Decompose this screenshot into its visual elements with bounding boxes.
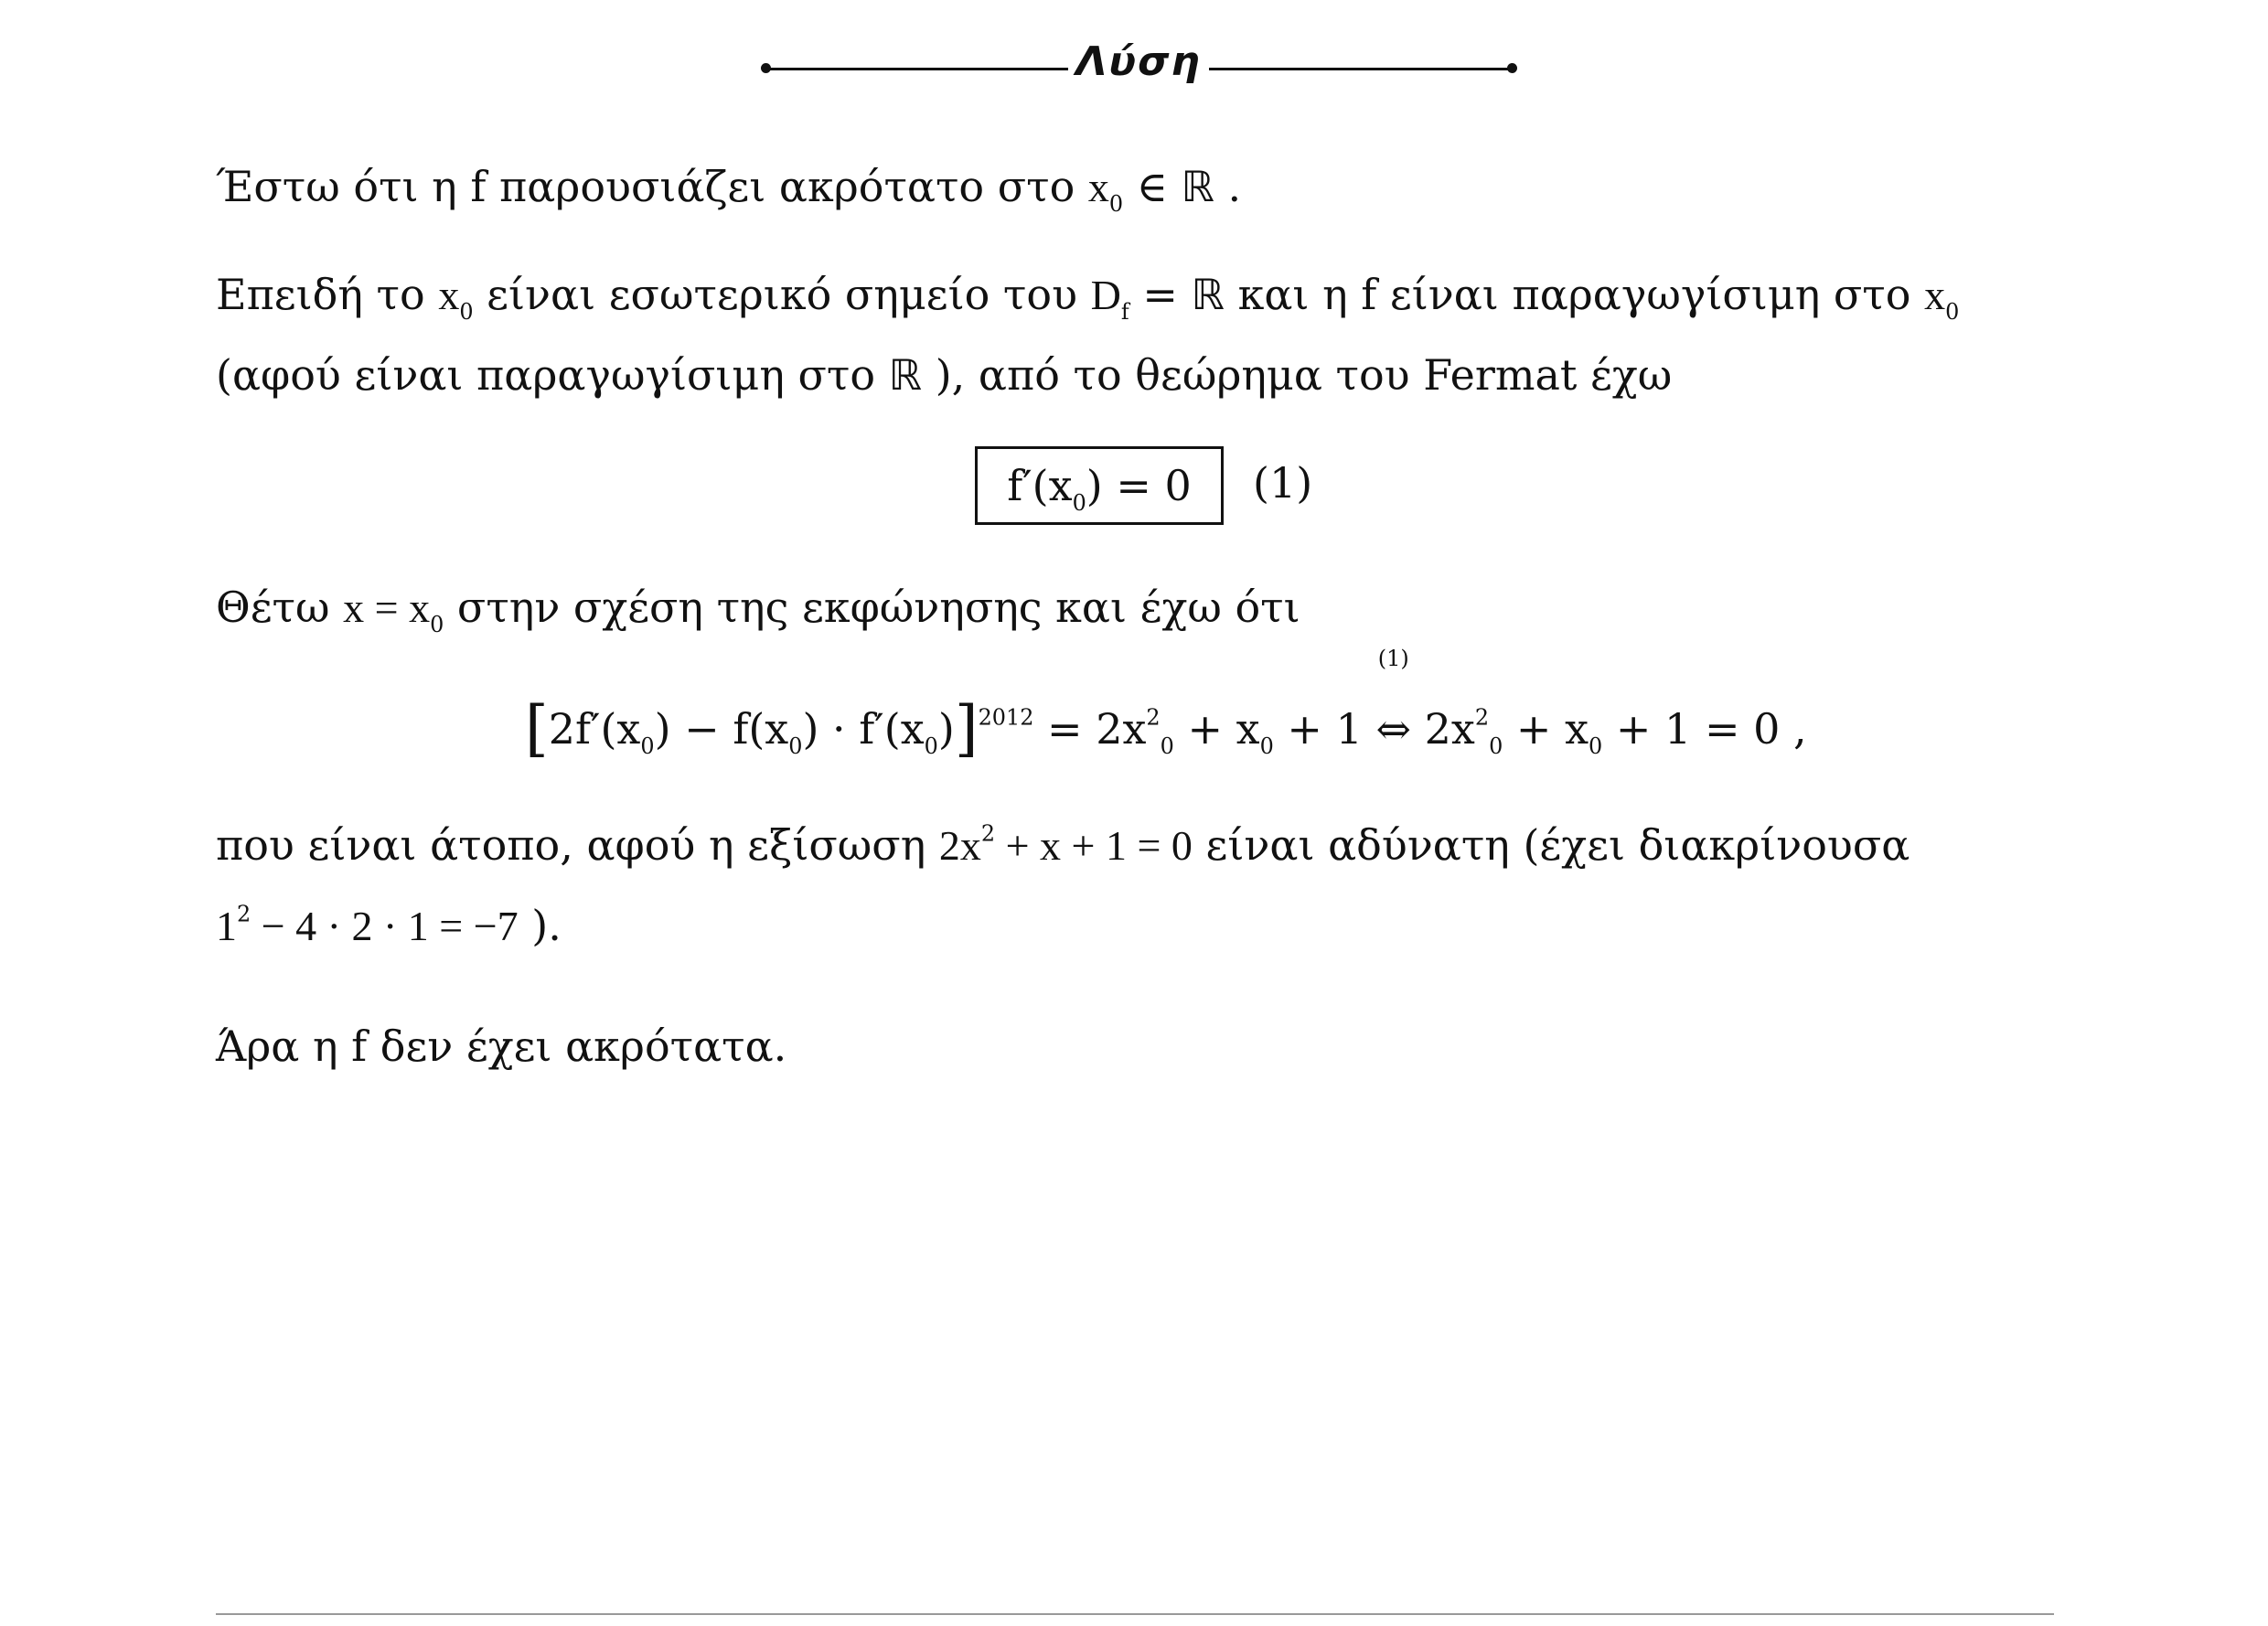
paragraph-substitute: Θέτω $x = x_0$ στην σχέση της εκφώνησης και έχω ότι	[216, 583, 1300, 637]
display-equation: $[2f'(x_0) - f(x_0) \cdot f'(x_0)]^{2012} = 2x^2_0 + x_0 + 1$ (1) ⇔ $2x^2_0 + x_0 + 1 = 0$ ,	[525, 688, 1807, 770]
paragraph-interior-point: Επειδή το $x_0$ είναι εσωτερικό σημείο του $D_f$ = ℝ και η f είναι παραγωγίσιμη στο $x_0$	[216, 270, 1960, 325]
section-header	[0, 37, 2268, 101]
paragraph-conclusion: Άρα η f δεν έχει ακρότατα.	[216, 1022, 787, 1071]
iff-reference: (1)	[1377, 646, 1409, 671]
footer-rule	[216, 1613, 2054, 1615]
iff-symbol: (1) ⇔	[1375, 646, 1412, 754]
paragraph-contradiction: που είναι άτοπο, αφού η εξίσωση $2x^2 + x + 1 = 0$ είναι αδύνατη (έχει διακρίνουσα	[216, 820, 1910, 870]
header-right-dot	[1507, 63, 1517, 73]
paragraph-assumption: Έστω ότι η f παρουσιάζει ακρότατο στο $x_0$ ∈ ℝ .	[216, 162, 1242, 217]
paragraph-fermat: (αφού είναι παραγωγίσιμη στο ℝ ), από το θεώρημα του Fermat έχω	[216, 350, 1673, 400]
header-left-rule	[766, 68, 1068, 70]
equation-tag: (1)	[1253, 458, 1313, 508]
header-right-rule	[1209, 68, 1511, 70]
boxed-equation: $f'(x_0) = 0$	[975, 446, 1224, 525]
paragraph-discriminant: $1^2 - 4 \cdot 2 \cdot 1 = -7$ ).	[216, 901, 562, 950]
section-title: Λύση	[1075, 38, 1202, 85]
